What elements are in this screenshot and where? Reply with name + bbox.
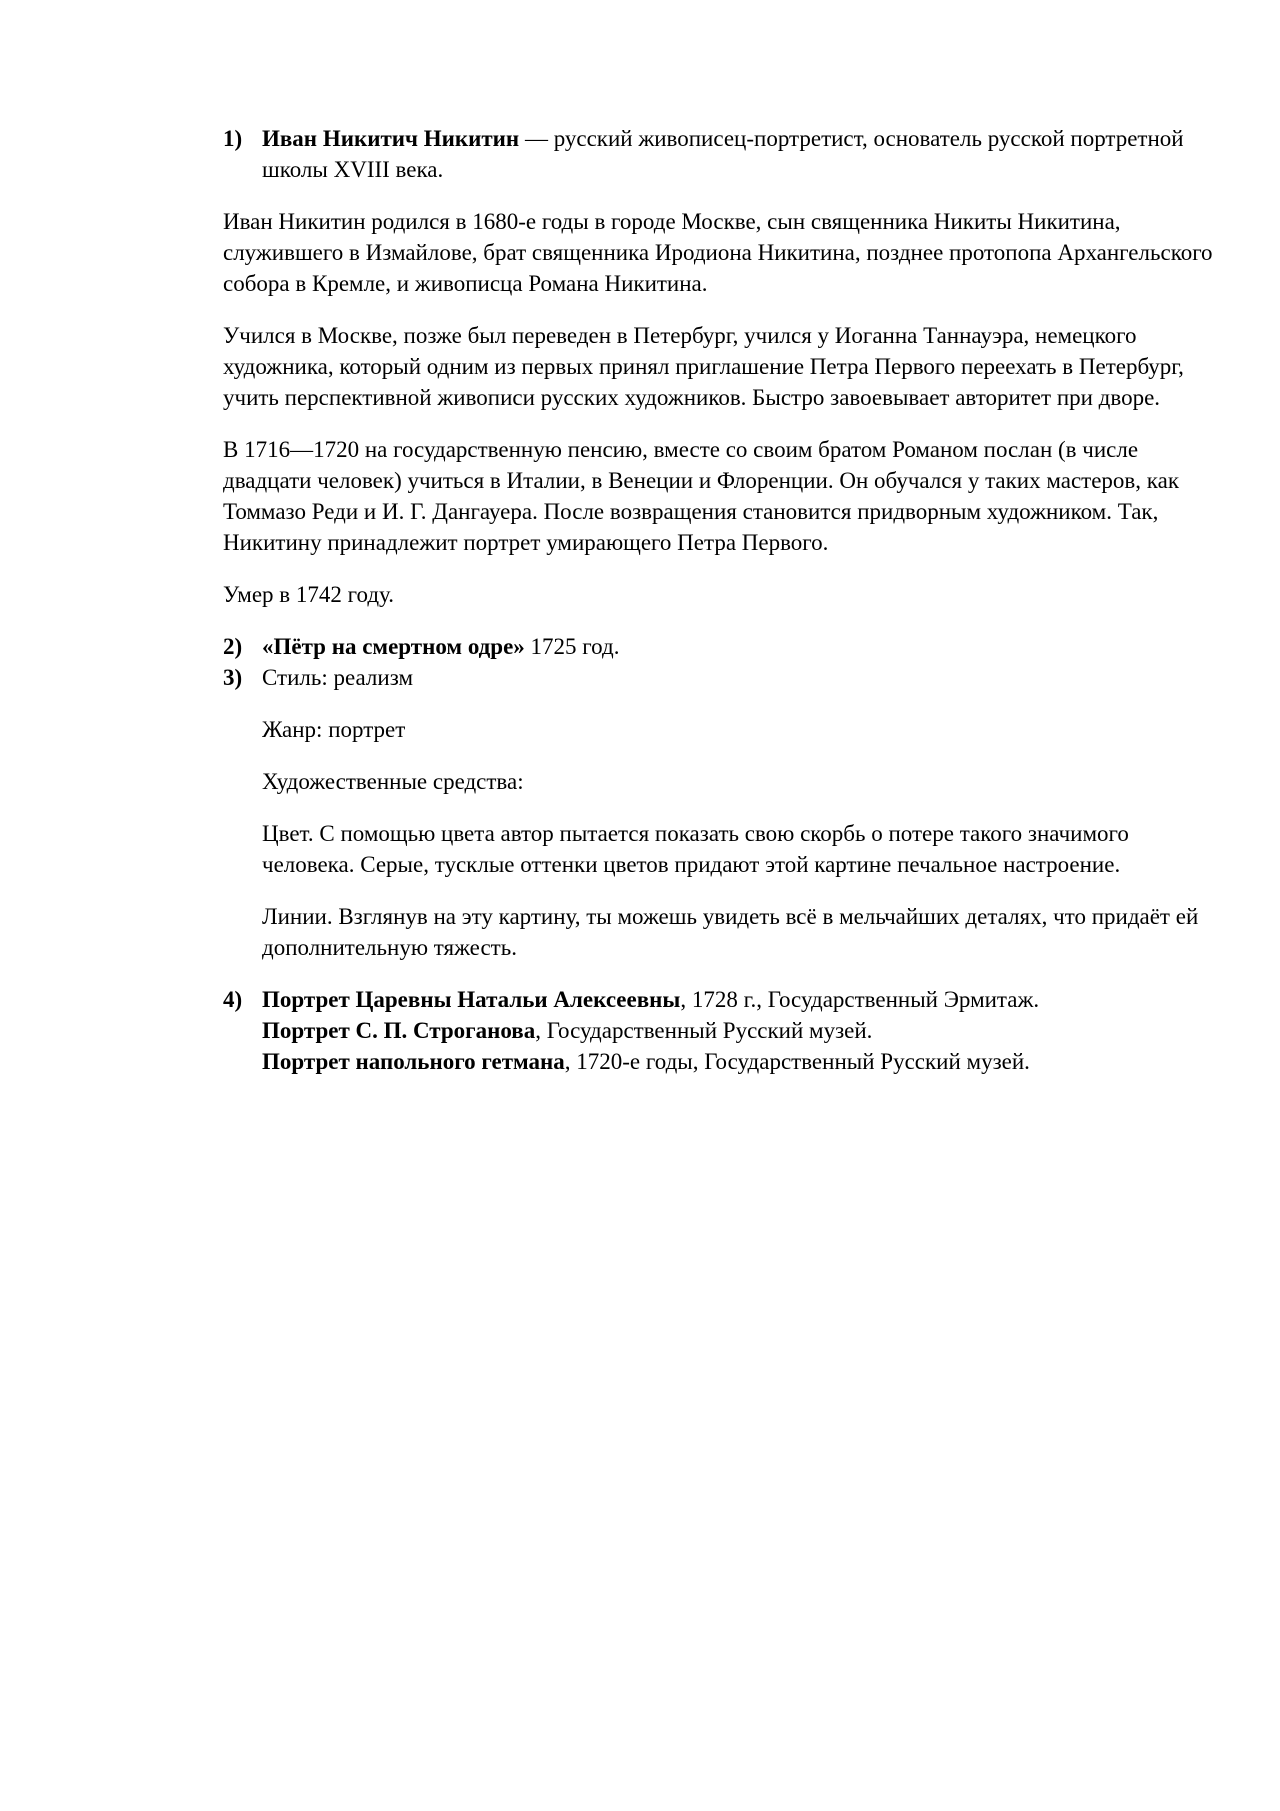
work-line: Портрет Царевны Натальи Алексеевны, 1728 г., Государственный Эрмитаж. [262,987,1040,1012]
list-item-2 [223,631,1223,662]
biography-paragraph-study: Учился в Москве, позже был переведен в Петербург, учился у Иоганна Таннауэра, немецкого художника, который одним из первых принял приглашение Петра Первого переехать в Петербург, учить перспективной живописи русских художников. Быстро завоевывает авторитет при дворе. [223,323,1184,410]
list-number: 1) [223,126,243,151]
painting-title: «Пётр на смертном одре» [262,634,525,659]
work-title: Портрет напольного гетмана [262,1049,565,1074]
artist-name: Иван Никитич Никитин [262,126,520,151]
biography-paragraph-italy: В 1716—1720 на государственную пенсию, вместе со своим братом Романом послан (в числе двадцати человек) учиться в Италии, в Венеции и Флоренции. Он обучался у таких мастеров, как Томмазо Реди и И. Г. Дангауера. После возвращения становится придворным художником. Так, Никитину принадлежит портрет умирающего Петра Первого. [223,437,1179,555]
lines-paragraph: Линии. Взглянув на эту картину, ты можешь увидеть всё в мельчайших деталях, что придаёт ей дополнительную тяжесть. [262,904,1199,960]
biography-paragraph-birth: Иван Никитин родился в 1680-е годы в городе Москве, сын священника Никиты Никитина, служившего в Измайлове, брат священника Иродиона Никитина, позднее протопопа Архангельского собора в Кремле, и живописца Романа Никитина. [223,209,1213,296]
item-2-text: «Пётр на смертном одре» 1725 год. [262,634,620,659]
list-item-1 [223,123,1223,185]
style-line: Стиль: реализм [262,665,414,690]
item-1-text: Иван Никитич Никитин — русский живописец-портретист, основатель русской портретной школы XVIII века. [262,126,1184,182]
work-line: Портрет напольного гетмана, 1720-е годы, Государственный Русский музей. [262,1049,1030,1074]
genre-line: Жанр: портрет [262,717,406,742]
work-title: Портрет С. П. Строганова [262,1018,536,1043]
work-line: Портрет С. П. Строганова, Государственный Русский музей. [262,1018,873,1043]
list-number: 4) [223,987,243,1012]
work-title: Портрет Царевны Натальи Алексеевны [262,987,681,1012]
color-paragraph: Цвет. С помощью цвета автор пытается показать свою скорбь о потере такого значимого человека. Серые, тусклые оттенки цветов придают этой картине печальное настроение. [262,821,1129,877]
list-number: 3) [223,665,243,690]
means-heading: Художественные средства: [262,769,524,794]
document-page [223,123,1223,1077]
biography-paragraph-death: Умер в 1742 году. [223,582,394,607]
list-item-3 [223,662,1223,963]
list-item-4 [223,984,1223,1077]
list-number: 2) [223,634,243,659]
